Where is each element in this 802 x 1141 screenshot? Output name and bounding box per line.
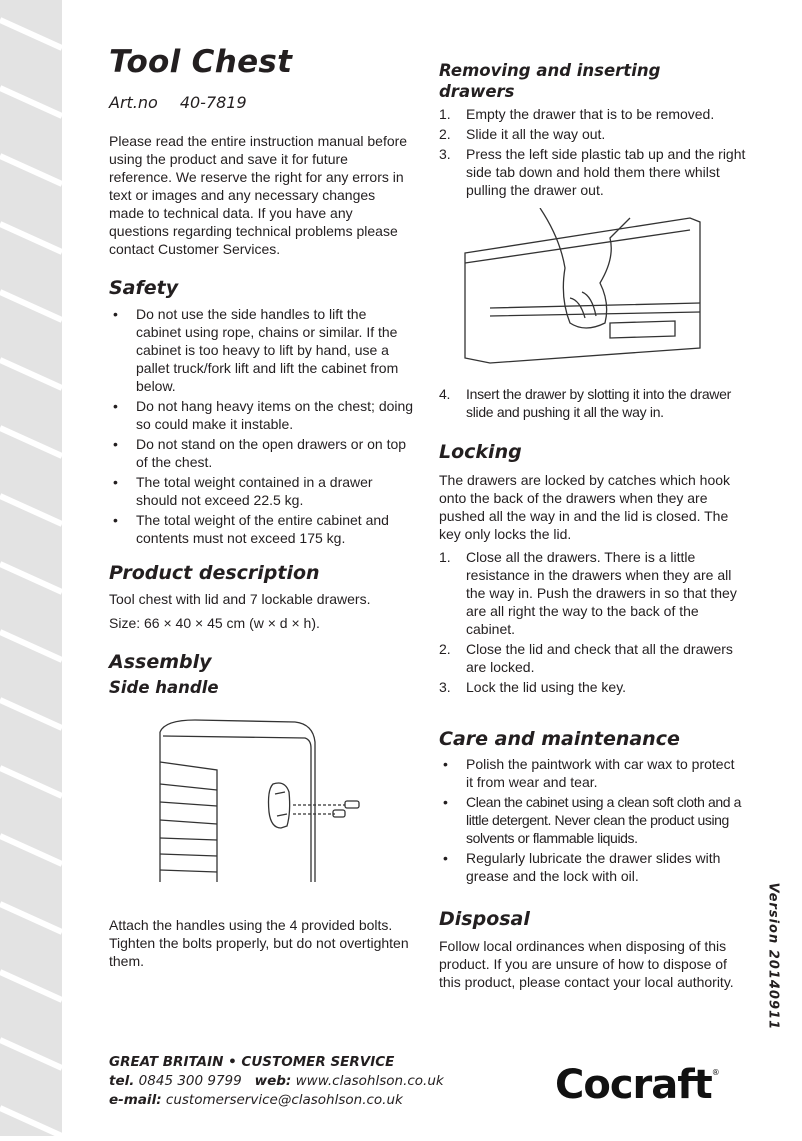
assembly-heading: Assembly — [109, 651, 212, 673]
page-title: Tool Chest — [109, 44, 293, 80]
footer-heading: GREAT BRITAIN • CUSTOMER SERVICE — [109, 1054, 395, 1070]
diagonal-stripes-decoration — [0, 0, 62, 1136]
list-item: 1. Empty the drawer that is to be removed. — [439, 106, 715, 122]
article-number — [109, 93, 247, 112]
list-item: 1. Close all the drawers. There is a little resistance in the drawers when they are all the way in. Push the drawers in so that they are all right the way to the back of the cabinet. — [439, 549, 737, 637]
disposal-paragraph: Follow local ordinances when disposing of this product. If you are unsure of how to dispose of this product, please contact your local authority. — [439, 938, 734, 990]
list-item: 3. Press the left side plastic tab up and the right side tab down and hold them there whilst pulling the drawer out. — [439, 146, 746, 198]
email-label: e-mail: — [109, 1092, 162, 1108]
email-link[interactable]: customerservice@clasohlson.co.uk — [165, 1092, 403, 1108]
list-item: 4. Insert the drawer by slotting it into the drawer slide and pushing it all the way in. — [439, 386, 731, 420]
list-item: • Do not hang heavy items on the chest; doing so could make it instable. — [113, 398, 414, 432]
list-item: • Polish the paintwork with car wax to protect it from wear and tear. — [443, 756, 735, 790]
removing-heading: Removing and inserting drawers — [439, 61, 661, 101]
phone-number: 0845 300 9799 — [138, 1073, 242, 1089]
list-item: • The total weight contained in a drawer should not exceed 22.5 kg. — [113, 474, 373, 508]
art-no-label: Art.no — [109, 93, 158, 112]
list-item: • The total weight of the entire cabinet and contents must not exceed 175 kg. — [113, 512, 389, 546]
list-item: 3. Lock the lid using the key. — [439, 679, 627, 695]
product-line-2: Size: 66 × 40 × 45 cm (w × d × h). — [109, 615, 320, 631]
disposal-heading: Disposal — [439, 908, 530, 930]
safety-heading: Safety — [109, 277, 179, 299]
list-item: • Do not stand on the open drawers or on top of the chest. — [113, 436, 407, 470]
drawer-removal-illustration — [460, 208, 705, 378]
side-handle-subheading: Side handle — [109, 678, 219, 697]
list-item: • Clean the cabinet using a clean soft cloth and a little detergent. Never clean the product using solvents or flammable liquids. — [443, 794, 741, 846]
safety-list — [109, 305, 414, 549]
list-item: 2. Close the lid and check that all the drawers are locked. — [439, 641, 733, 675]
assembly-text: Attach the handles using the 4 provided bolts. Tighten the bolts properly, but do not overtighten them. — [109, 917, 409, 969]
locking-list — [439, 548, 745, 698]
removing-list — [439, 105, 749, 201]
care-heading: Care and maintenance — [439, 728, 680, 750]
product-line-1: Tool chest with lid and 7 lockable drawers. — [109, 591, 371, 607]
product-description-heading: Product description — [109, 562, 320, 584]
list-item: • Do not use the side handles to lift the cabinet using rope, chains or similar. If the cabinet is too heavy to lift by hand, use a pallet truck/fork lift and lift the cabinet from below. — [113, 306, 399, 394]
cocraft-logo: Cocraft® — [555, 1062, 719, 1108]
side-handle-illustration — [155, 712, 370, 884]
decorative-side-band — [0, 0, 62, 1136]
locking-paragraph: The drawers are locked by catches which hook onto the back of the drawers when they are pushed all the way in and the lid is closed. The key only locks the lid. — [439, 472, 731, 542]
removing-list-continued — [439, 385, 749, 423]
list-item: • Regularly lubricate the drawer slides with grease and the lock with oil. — [443, 850, 721, 884]
art-no-value: 40-7819 — [179, 93, 247, 112]
intro-paragraph: Please read the entire instruction manual before using the product and save it for future reference. We reserve the right for any errors in text or images and any necessary changes made to technical data. If you have any questions regarding technical problems please contact Customer Services. — [109, 133, 408, 257]
web-label: web: — [254, 1073, 292, 1089]
list-item: 2. Slide it all the way out. — [439, 126, 606, 142]
website-link[interactable]: www.clasohlson.co.uk — [295, 1073, 444, 1089]
tel-label: tel. — [109, 1073, 135, 1089]
care-list — [439, 755, 745, 887]
locking-heading: Locking — [439, 441, 522, 463]
version-label: Version 20140911 — [765, 882, 781, 1031]
footer-contact — [109, 1053, 444, 1110]
